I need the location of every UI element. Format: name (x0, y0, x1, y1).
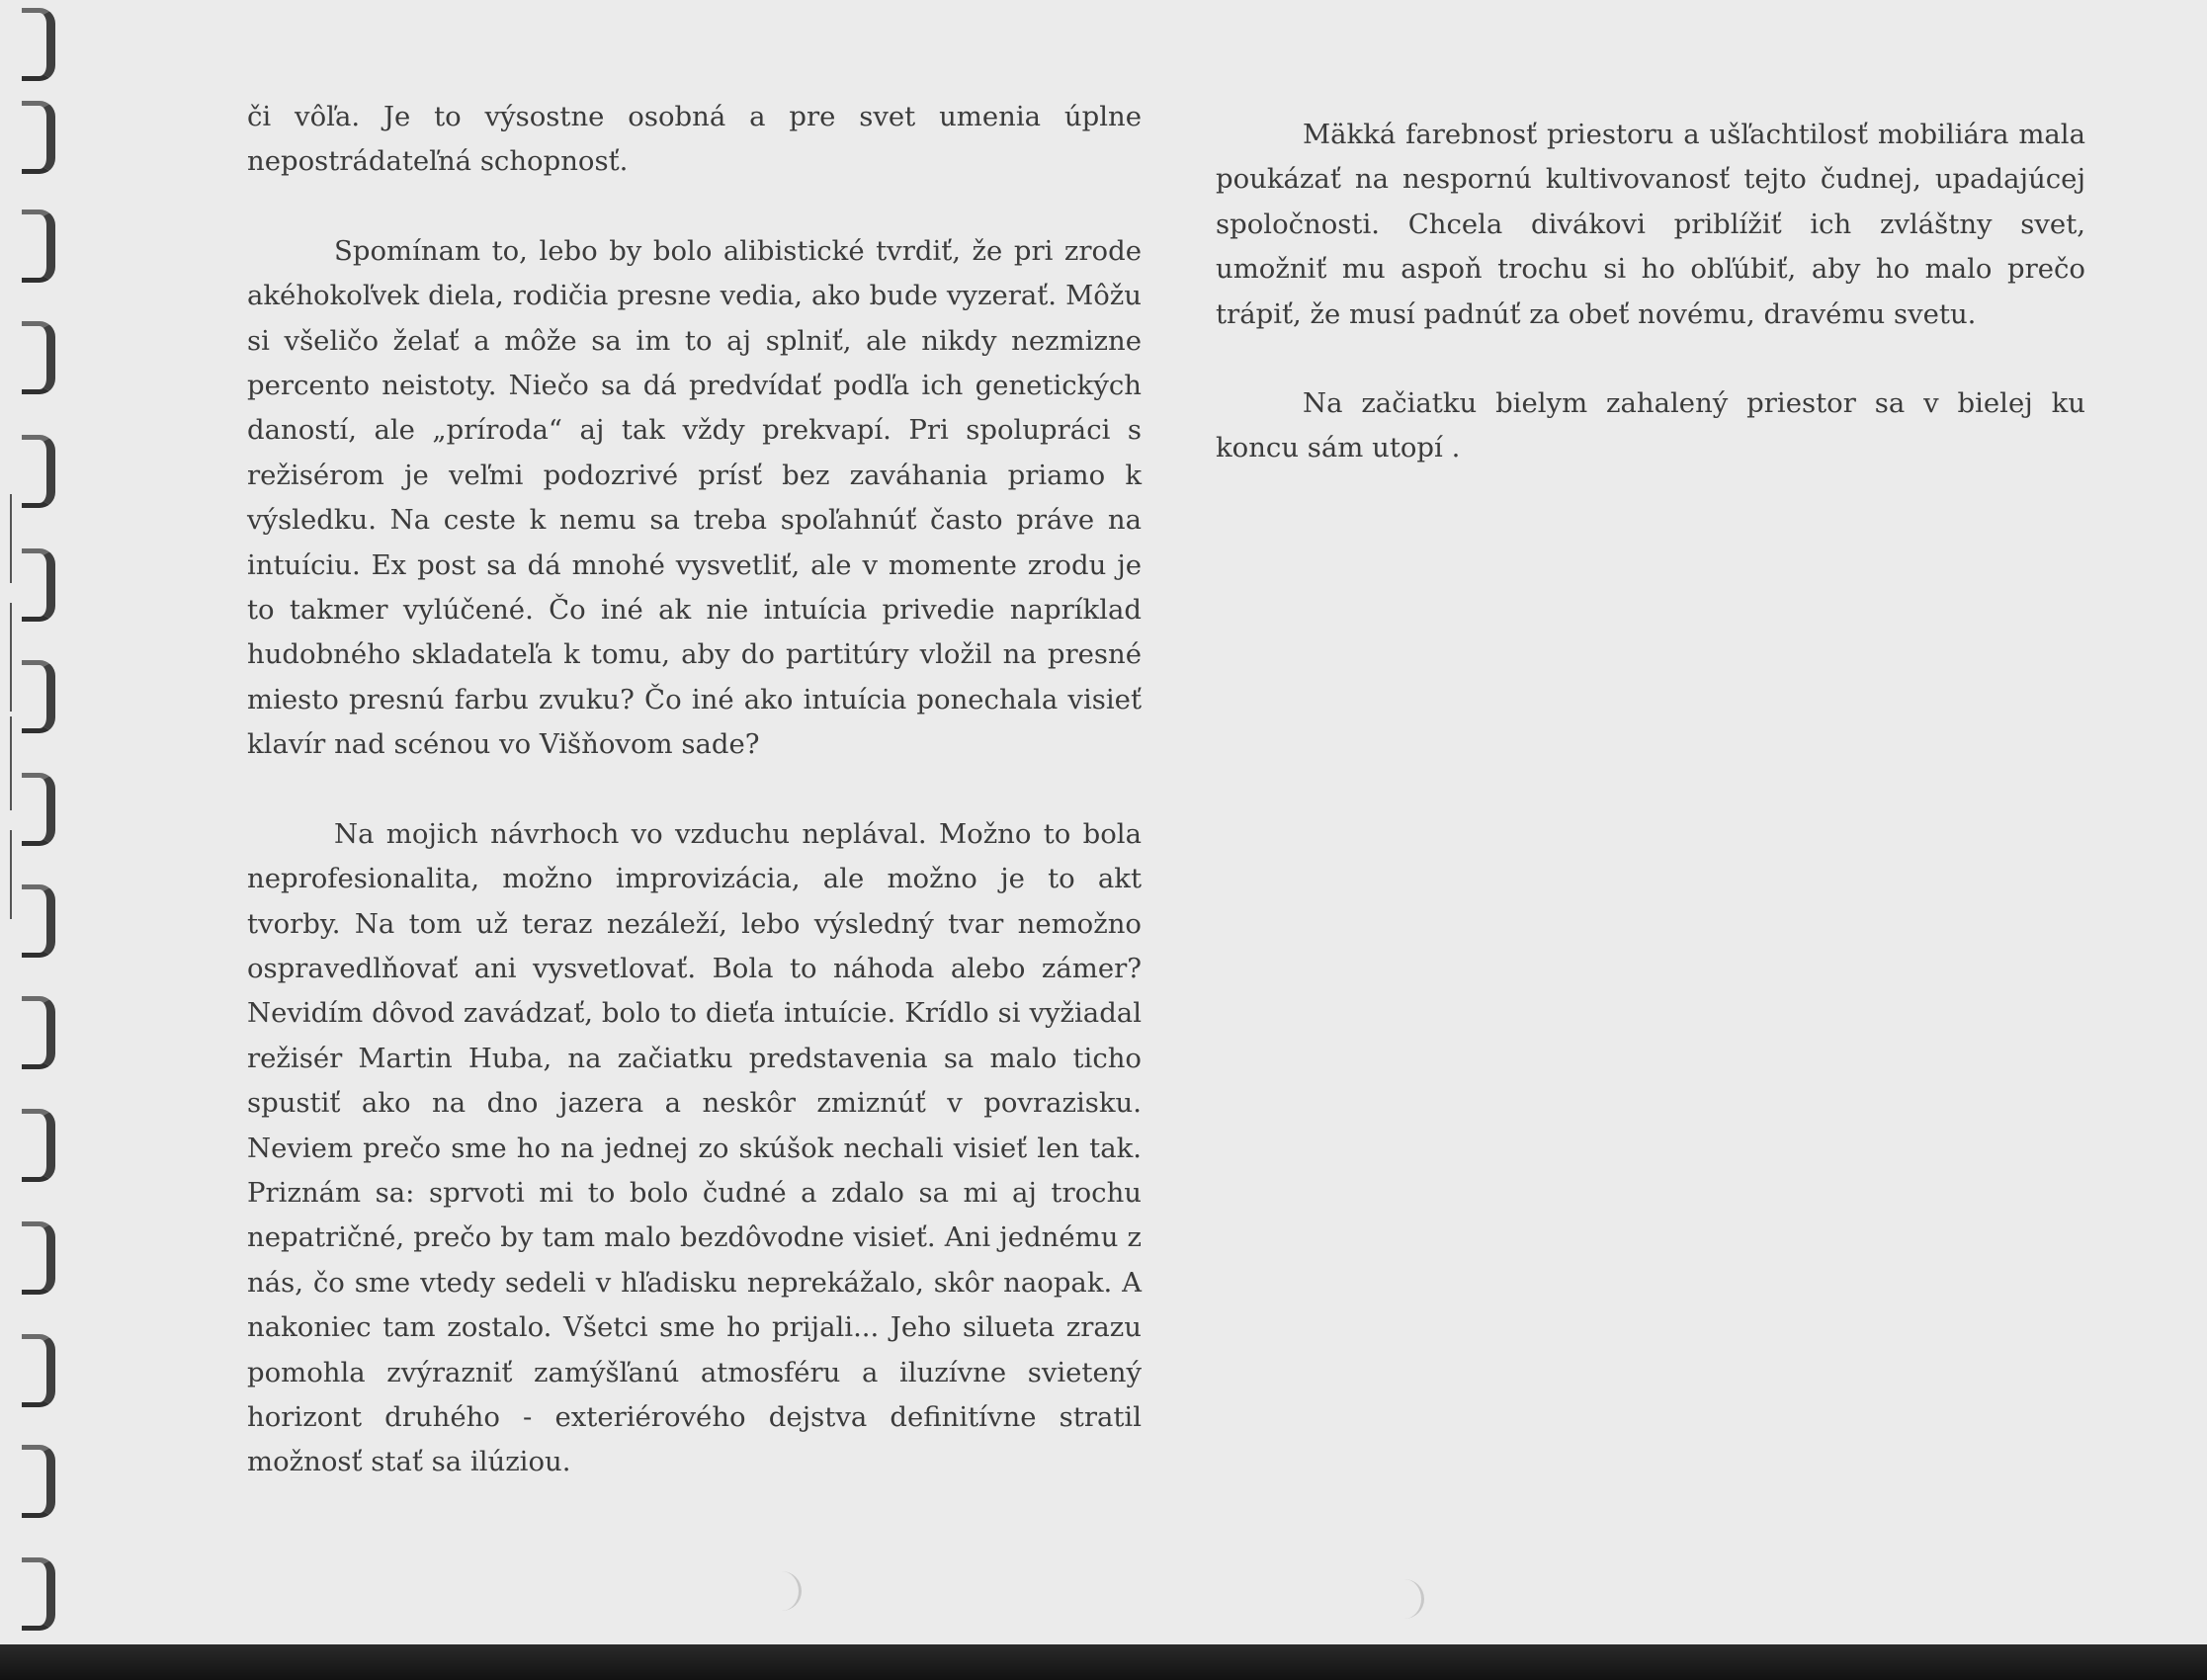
binding-ring (22, 8, 55, 81)
binding-ring (22, 1109, 55, 1182)
page-bottom-edge (0, 1644, 2207, 1680)
binding-ring (22, 1557, 55, 1631)
binding-ring (22, 1221, 55, 1295)
binding-ring (22, 548, 55, 622)
binding-edge (10, 830, 12, 919)
binding-edge (10, 716, 12, 810)
binding-ring (22, 996, 55, 1069)
binding-ring (22, 321, 55, 394)
binding-ring (22, 101, 55, 174)
binding-ring (22, 435, 55, 508)
spiral-binding (0, 0, 69, 1680)
paragraph: či vôľa. Je to výsostne osobná a pre svet umenia úplne nepostrádateľná schopnosť. (247, 101, 1142, 178)
binding-ring (22, 1334, 55, 1407)
binding-edge (10, 603, 12, 712)
punch-hole (771, 1571, 802, 1611)
binding-ring (22, 660, 55, 733)
right-text-column (1216, 113, 2085, 516)
left-text-column (247, 95, 1142, 1530)
binding-ring (22, 210, 55, 283)
paragraph: Spomínam to, lebo by bolo alibistické tvrdiť, že pri zrode akéhokoľvek diela, rodičia presne vedia, ako bude vyzerať. Môžu si všeličo želať a môže sa im to aj splniť, ale nikdy nezmizne percento neistoty. Niečo sa dá predvídať podľa ich genetických daností, ale „príroda“ aj tak vždy prekvapí. Pri spolupráci s režisérom je veľmi podozrivé prísť bez zaváhania priamo k výsledku. Na ceste k nemu sa treba spoľahnúť často práve na intuíciu. Ex post sa dá mnohé vysvetliť, ale v momente zrodu je to takmer vylúčené. Čo iné ak nie intuícia privedie napríklad hudobného skladateľa k tomu, aby do partitúry vložil na presné miesto presnú farbu zvuku? Čo iné ako intuícia ponechala visieť klavír nad scénou vo Višňovom sade? (247, 234, 1142, 761)
paragraph: Na mojich návrhoch vo vzduchu neplával. Možno to bola neprofesionalita, možno improvizácia, ale možno je to akt tvorby. Na tom už teraz nezáleží, lebo výsledný tvar nemožno ospravedlňovať ani vysvetlovať. Bola to náhoda alebo zámer? Nevidím dôvod zavádzať, bolo to dieťa intuície. Krídlo si vyžiadal režisér Martin Huba, na začiatku predstavenia sa malo ticho spustiť ako na dno jazera a neskôr zmiznúť v povrazisku. Neviem prečo sme ho na jednej zo skúšok nechali visieť len tak. Priznám sa: sprvoti mi to bolo čudné a zdalo sa mi aj trochu nepatričné, prečo by tam malo bezdôvodne visieť. Ani jednému z nás, čo sme vtedy sedeli v hľadisku neprekážalo, skôr naopak. A nakoniec tam zostalo. Všetci sme ho prijali... Jeho silueta zrazu pomohla zvýrazniť zamýšľanú atmosféru a iluzívne svietený horizont druhého - exteriérového dejstva definitívne stratil možnosť stať sa ilúziou. (247, 817, 1142, 1478)
paragraph: Na začiatku bielym zahalený priestor sa v bielej ku koncu sám utopí . (1216, 387, 2085, 464)
paragraph: Mäkká farebnosť priestoru a ušľachtilosť mobiliára mala poukázať na nespornú kultivovanosť tejto čudnej, upadajúcej spoločnosti. Chcela divákovi priblížiť ich zvláštny svet, umožniť mu aspoň trochu si ho obľúbiť, aby ho malo prečo trápiť, že musí padnúť za obeť novému, dravému svetu. (1216, 119, 2085, 330)
binding-ring (22, 1445, 55, 1518)
binding-ring (22, 773, 55, 846)
binding-edge (10, 494, 12, 583)
punch-hole (1394, 1579, 1424, 1619)
binding-ring (22, 884, 55, 958)
